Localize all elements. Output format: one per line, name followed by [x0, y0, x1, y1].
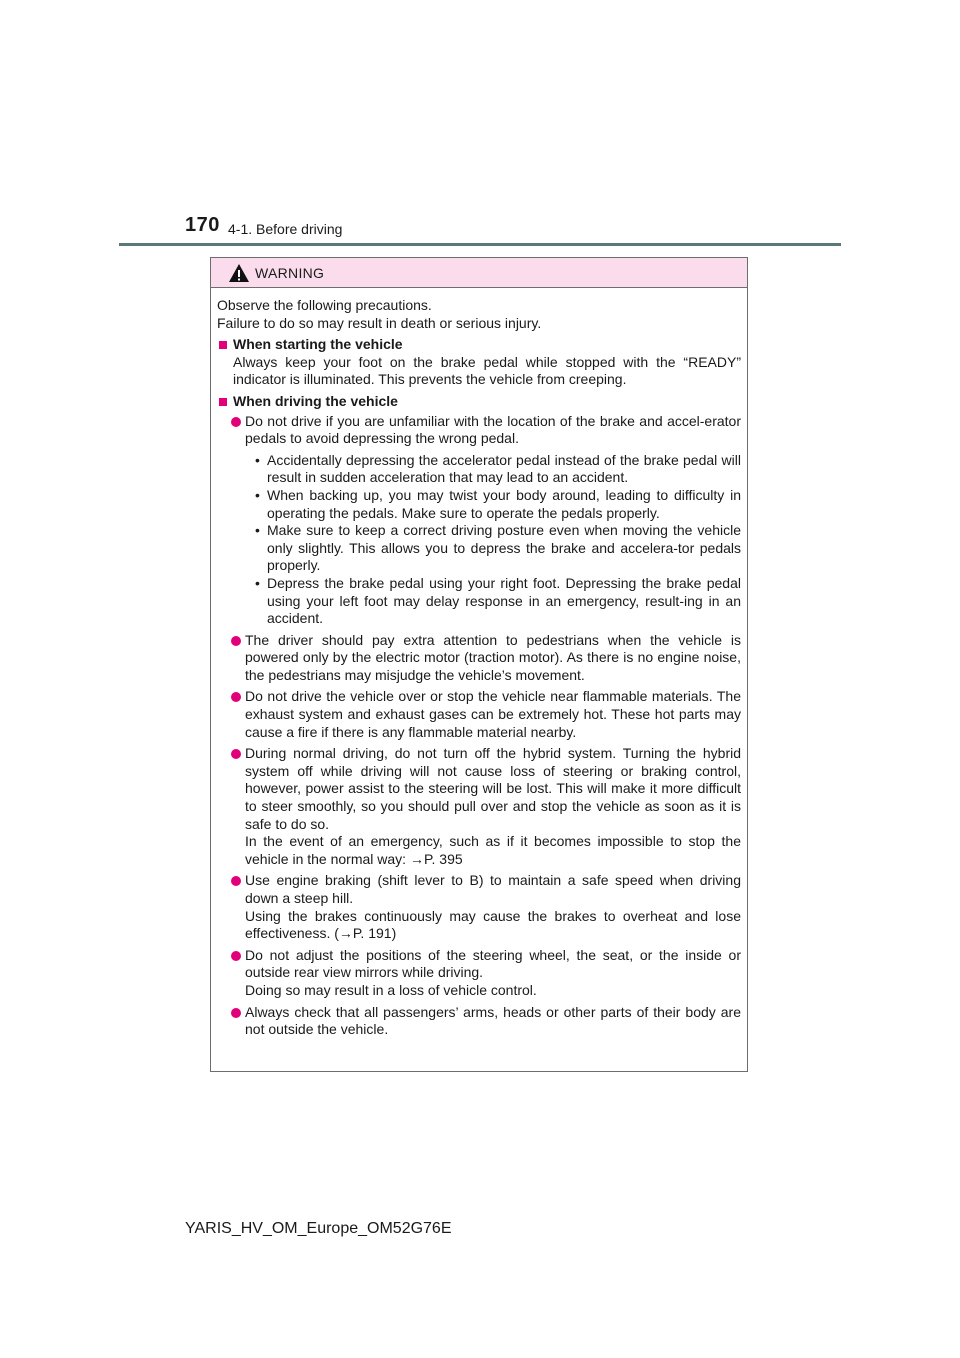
warning-label: WARNING	[255, 265, 325, 281]
bullet-text: Do not drive the vehicle over or stop the vehicle near flammable materials. The exhaust system and exhaust gases can be extremely hot. These hot parts may cause a fire if there is any flammable material nearby.	[245, 688, 741, 740]
list-item	[217, 745, 741, 868]
starting-paragraph: Always keep your foot on the brake pedal while stopped with the “READY” indicator is illuminated. This prevents the vehicle from creeping.	[233, 353, 741, 388]
warning-box	[210, 257, 748, 1072]
dot-bullet-icon: •	[255, 451, 260, 468]
circle-bullet-icon	[231, 417, 241, 427]
dot-bullet-icon: •	[255, 522, 260, 539]
dot-bullet-icon: •	[255, 486, 260, 503]
circle-bullet-icon	[231, 636, 241, 646]
bullet-text-continued: In the event of an emergency, such as if it becomes impossible to stop the vehicle in the normal way: →P. 395	[245, 833, 741, 867]
sub-item	[255, 522, 741, 575]
sub-item-text: Accidentally depressing the accelerator pedal instead of the brake pedal will result in sudden acceleration that may lead to an accident.	[267, 451, 741, 486]
circle-bullet-icon	[231, 876, 241, 886]
bullet-text-continued: Using the brakes continuously may cause the brakes to overheat and lose effectiveness. (→P. 191)	[245, 907, 741, 942]
warning-body	[211, 288, 747, 1039]
bullet-text: Always check that all passengers’ arms, heads or other parts of their body are not outside the vehicle.	[245, 1003, 741, 1038]
warning-header	[211, 258, 747, 288]
intro-line-2: Failure to do so may result in death or serious injury.	[217, 314, 542, 331]
header-rule	[119, 243, 841, 246]
heading-starting-text: When starting the vehicle	[233, 336, 403, 353]
square-bullet-icon	[219, 398, 227, 406]
heading-starting	[217, 336, 741, 354]
bullet-text: The driver should pay extra attention to pedestrians when the vehicle is powered only by the electric motor (traction motor). As there is no engine noise, the pedestrians may misjudge the vehicle’s movement.	[245, 631, 741, 683]
sub-item-text: Depress the brake pedal using your right foot. Depressing the brake pedal using your left foot may delay response in an emergency, result-ing in an accident.	[267, 574, 741, 627]
sub-item	[255, 487, 741, 522]
list-item	[217, 872, 741, 942]
bullet-text: Do not adjust the positions of the steering wheel, the seat, or the inside or outside rear view mirrors while driving.	[245, 946, 741, 981]
list-item	[217, 688, 741, 741]
heading-driving-text: When driving the vehicle	[233, 392, 398, 409]
list-item	[217, 947, 741, 1000]
circle-bullet-icon	[231, 692, 241, 702]
circle-bullet-icon	[231, 749, 241, 759]
bullet-text-continued: Doing so may result in a loss of vehicle control.	[245, 981, 537, 998]
sub-item	[255, 452, 741, 487]
bullet-text: During normal driving, do not turn off the hybrid system. Turning the hybrid system off while driving will not cause loss of steering or braking control, however, power assist to the steering will be lost. This will make it more difficult to steer smoothly, so you should pull over and stop the vehicle as soon as it is safe to do so.	[245, 745, 741, 832]
sub-list	[217, 452, 741, 628]
sub-item	[255, 575, 741, 628]
square-bullet-icon	[219, 341, 227, 349]
dot-bullet-icon: •	[255, 574, 260, 591]
bullet-text: Use engine braking (shift lever to B) to maintain a safe speed when driving down a steep hill.	[245, 872, 741, 906]
circle-bullet-icon	[231, 951, 241, 961]
document-code: YARIS_HV_OM_Europe_OM52G76E	[185, 1220, 452, 1237]
bullet-text: Do not drive if you are unfamiliar with the location of the brake and accel-erator pedals to avoid depressing the wrong pedal.	[245, 412, 741, 447]
circle-bullet-icon	[231, 1008, 241, 1018]
sub-item-text: When backing up, you may twist your body around, leading to difficulty in operating the pedals. Make sure to operate the pedals properly.	[267, 486, 741, 521]
page-number: 170	[185, 214, 220, 236]
heading-driving	[217, 393, 741, 411]
list-item	[217, 632, 741, 685]
warning-triangle-icon	[228, 263, 250, 283]
section-title: 4-1. Before driving	[228, 221, 343, 237]
intro-line-1: Observe the following precautions.	[217, 297, 432, 313]
list-item	[217, 1004, 741, 1039]
list-item	[217, 413, 741, 448]
sub-item-text: Make sure to keep a correct driving posture even when moving the vehicle only slightly. This allows you to depress the brake and accelera-tor pedals properly.	[267, 522, 741, 574]
